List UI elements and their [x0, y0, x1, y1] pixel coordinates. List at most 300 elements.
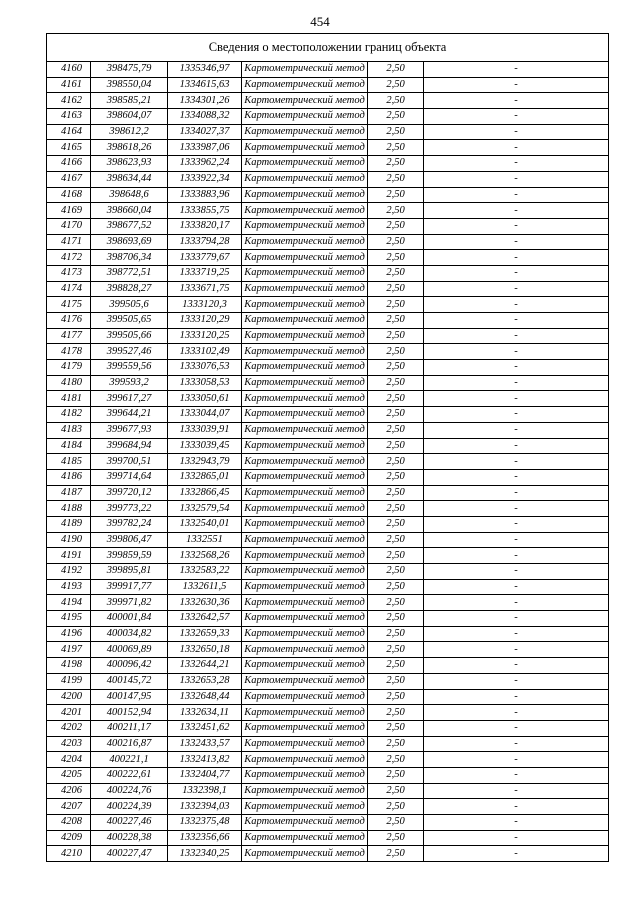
point-number-cell: 4194 [47, 595, 91, 611]
x-coordinate-cell: 399677,93 [91, 422, 168, 438]
point-number-cell: 4193 [47, 579, 91, 595]
accuracy-cell: 2,50 [368, 422, 424, 438]
table-row [47, 250, 609, 266]
x-coordinate-cell: 400227,47 [91, 846, 168, 862]
accuracy-cell: 2,50 [368, 501, 424, 517]
point-number-cell: 4180 [47, 375, 91, 391]
table-row [47, 501, 609, 517]
accuracy-cell: 2,50 [368, 140, 424, 156]
point-number-cell: 4171 [47, 234, 91, 250]
y-coordinate-cell: 1333719,25 [168, 265, 242, 281]
y-coordinate-cell: 1333922,34 [168, 171, 242, 187]
accuracy-cell: 2,50 [368, 77, 424, 93]
accuracy-cell: 2,50 [368, 203, 424, 219]
description-cell: - [424, 595, 609, 611]
table-row [47, 391, 609, 407]
accuracy-cell: 2,50 [368, 328, 424, 344]
point-number-cell: 4175 [47, 297, 91, 313]
method-cell: Картометрический метод [242, 626, 368, 642]
description-cell: - [424, 673, 609, 689]
accuracy-cell: 2,50 [368, 548, 424, 564]
method-cell: Картометрический метод [242, 579, 368, 595]
accuracy-cell: 2,50 [368, 736, 424, 752]
table-row [47, 516, 609, 532]
point-number-cell: 4177 [47, 328, 91, 344]
x-coordinate-cell: 399859,59 [91, 548, 168, 564]
y-coordinate-cell: 1333883,96 [168, 187, 242, 203]
description-cell: - [424, 156, 609, 172]
description-cell: - [424, 171, 609, 187]
x-coordinate-cell: 399971,82 [91, 595, 168, 611]
y-coordinate-cell: 1332375,48 [168, 815, 242, 831]
description-cell: - [424, 532, 609, 548]
table-row [47, 156, 609, 172]
point-number-cell: 4174 [47, 281, 91, 297]
point-number-cell: 4173 [47, 265, 91, 281]
point-number-cell: 4198 [47, 658, 91, 674]
description-cell: - [424, 297, 609, 313]
point-number-cell: 4163 [47, 109, 91, 125]
x-coordinate-cell: 399714,64 [91, 469, 168, 485]
point-number-cell: 4185 [47, 454, 91, 470]
table-row [47, 313, 609, 329]
accuracy-cell: 2,50 [368, 265, 424, 281]
point-number-cell: 4176 [47, 313, 91, 329]
accuracy-cell: 2,50 [368, 360, 424, 376]
y-coordinate-cell: 1332451,62 [168, 720, 242, 736]
description-cell: - [424, 516, 609, 532]
y-coordinate-cell: 1332340,25 [168, 846, 242, 862]
y-coordinate-cell: 1333076,53 [168, 360, 242, 376]
y-coordinate-cell: 1333120,29 [168, 313, 242, 329]
y-coordinate-cell: 1333962,24 [168, 156, 242, 172]
x-coordinate-cell: 398634,44 [91, 171, 168, 187]
method-cell: Картометрический метод [242, 516, 368, 532]
y-coordinate-cell: 1333820,17 [168, 218, 242, 234]
table-row [47, 736, 609, 752]
point-number-cell: 4191 [47, 548, 91, 564]
y-coordinate-cell: 1335346,97 [168, 62, 242, 78]
table-row [47, 438, 609, 454]
x-coordinate-cell: 398604,07 [91, 109, 168, 125]
method-cell: Картометрический метод [242, 532, 368, 548]
table-row [47, 830, 609, 846]
x-coordinate-cell: 399644,21 [91, 407, 168, 423]
point-number-cell: 4168 [47, 187, 91, 203]
y-coordinate-cell: 1332648,44 [168, 689, 242, 705]
point-number-cell: 4172 [47, 250, 91, 266]
y-coordinate-cell: 1332394,03 [168, 799, 242, 815]
x-coordinate-cell: 398648,6 [91, 187, 168, 203]
table-row [47, 203, 609, 219]
table-row [47, 297, 609, 313]
method-cell: Картометрический метод [242, 156, 368, 172]
point-number-cell: 4189 [47, 516, 91, 532]
description-cell: - [424, 720, 609, 736]
x-coordinate-cell: 400152,94 [91, 705, 168, 721]
description-cell: - [424, 799, 609, 815]
x-coordinate-cell: 400147,95 [91, 689, 168, 705]
description-cell: - [424, 767, 609, 783]
table-row [47, 77, 609, 93]
x-coordinate-cell: 398585,21 [91, 93, 168, 109]
method-cell: Картометрический метод [242, 77, 368, 93]
table-row [47, 846, 609, 862]
accuracy-cell: 2,50 [368, 297, 424, 313]
method-cell: Картометрический метод [242, 281, 368, 297]
point-number-cell: 4204 [47, 752, 91, 768]
table-row [47, 469, 609, 485]
description-cell: - [424, 752, 609, 768]
description-cell: - [424, 658, 609, 674]
method-cell: Картометрический метод [242, 265, 368, 281]
table-row [47, 548, 609, 564]
point-number-cell: 4190 [47, 532, 91, 548]
point-number-cell: 4165 [47, 140, 91, 156]
method-cell: Картометрический метод [242, 548, 368, 564]
accuracy-cell: 2,50 [368, 187, 424, 203]
point-number-cell: 4203 [47, 736, 91, 752]
point-number-cell: 4208 [47, 815, 91, 831]
method-cell: Картометрический метод [242, 501, 368, 517]
x-coordinate-cell: 399593,2 [91, 375, 168, 391]
table-row [47, 124, 609, 140]
point-number-cell: 4182 [47, 407, 91, 423]
description-cell: - [424, 689, 609, 705]
method-cell: Картометрический метод [242, 62, 368, 78]
description-cell: - [424, 579, 609, 595]
y-coordinate-cell: 1334615,63 [168, 77, 242, 93]
x-coordinate-cell: 398618,26 [91, 140, 168, 156]
table-row [47, 281, 609, 297]
table-row [47, 720, 609, 736]
method-cell: Картометрический метод [242, 485, 368, 501]
method-cell: Картометрический метод [242, 234, 368, 250]
method-cell: Картометрический метод [242, 140, 368, 156]
description-cell: - [424, 407, 609, 423]
description-cell: - [424, 313, 609, 329]
accuracy-cell: 2,50 [368, 783, 424, 799]
description-cell: - [424, 548, 609, 564]
accuracy-cell: 2,50 [368, 595, 424, 611]
x-coordinate-cell: 399806,47 [91, 532, 168, 548]
accuracy-cell: 2,50 [368, 767, 424, 783]
x-coordinate-cell: 398612,2 [91, 124, 168, 140]
point-number-cell: 4162 [47, 93, 91, 109]
method-cell: Картометрический метод [242, 218, 368, 234]
accuracy-cell: 2,50 [368, 705, 424, 721]
y-coordinate-cell: 1332644,21 [168, 658, 242, 674]
point-number-cell: 4205 [47, 767, 91, 783]
method-cell: Картометрический метод [242, 752, 368, 768]
y-coordinate-cell: 1332356,66 [168, 830, 242, 846]
accuracy-cell: 2,50 [368, 438, 424, 454]
method-cell: Картометрический метод [242, 611, 368, 627]
table-row [47, 407, 609, 423]
description-cell: - [424, 124, 609, 140]
table-row [47, 485, 609, 501]
page-number: 454 [310, 14, 330, 29]
table-row [47, 595, 609, 611]
accuracy-cell: 2,50 [368, 281, 424, 297]
accuracy-cell: 2,50 [368, 485, 424, 501]
x-coordinate-cell: 398677,52 [91, 218, 168, 234]
table-row [47, 171, 609, 187]
point-number-cell: 4160 [47, 62, 91, 78]
y-coordinate-cell: 1332653,28 [168, 673, 242, 689]
accuracy-cell: 2,50 [368, 124, 424, 140]
description-cell: - [424, 611, 609, 627]
accuracy-cell: 2,50 [368, 673, 424, 689]
accuracy-cell: 2,50 [368, 250, 424, 266]
x-coordinate-cell: 399505,65 [91, 313, 168, 329]
table-row [47, 579, 609, 595]
x-coordinate-cell: 400211,17 [91, 720, 168, 736]
point-number-cell: 4202 [47, 720, 91, 736]
description-cell: - [424, 830, 609, 846]
table-row [47, 375, 609, 391]
table-row [47, 767, 609, 783]
description-cell: - [424, 265, 609, 281]
description-cell: - [424, 93, 609, 109]
method-cell: Картометрический метод [242, 720, 368, 736]
method-cell: Картометрический метод [242, 815, 368, 831]
description-cell: - [424, 234, 609, 250]
x-coordinate-cell: 398772,51 [91, 265, 168, 281]
y-coordinate-cell: 1332551 [168, 532, 242, 548]
table-row [47, 265, 609, 281]
description-cell: - [424, 626, 609, 642]
y-coordinate-cell: 1332568,26 [168, 548, 242, 564]
point-number-cell: 4195 [47, 611, 91, 627]
method-cell: Картометрический метод [242, 93, 368, 109]
x-coordinate-cell: 400227,46 [91, 815, 168, 831]
table-row [47, 344, 609, 360]
x-coordinate-cell: 400224,39 [91, 799, 168, 815]
y-coordinate-cell: 1332433,57 [168, 736, 242, 752]
accuracy-cell: 2,50 [368, 752, 424, 768]
point-number-cell: 4187 [47, 485, 91, 501]
y-coordinate-cell: 1333855,75 [168, 203, 242, 219]
description-cell: - [424, 109, 609, 125]
x-coordinate-cell: 399559,56 [91, 360, 168, 376]
table-row [47, 673, 609, 689]
point-number-cell: 4181 [47, 391, 91, 407]
table-row [47, 187, 609, 203]
x-coordinate-cell: 399700,51 [91, 454, 168, 470]
table-row [47, 564, 609, 580]
point-number-cell: 4178 [47, 344, 91, 360]
method-cell: Картометрический метод [242, 297, 368, 313]
x-coordinate-cell: 400224,76 [91, 783, 168, 799]
table-row [47, 658, 609, 674]
accuracy-cell: 2,50 [368, 642, 424, 658]
y-coordinate-cell: 1332540,01 [168, 516, 242, 532]
description-cell: - [424, 344, 609, 360]
accuracy-cell: 2,50 [368, 344, 424, 360]
point-number-cell: 4201 [47, 705, 91, 721]
method-cell: Картометрический метод [242, 736, 368, 752]
point-number-cell: 4184 [47, 438, 91, 454]
y-coordinate-cell: 1333058,53 [168, 375, 242, 391]
table-body [47, 62, 609, 862]
y-coordinate-cell: 1333120,3 [168, 297, 242, 313]
method-cell: Картометрический метод [242, 250, 368, 266]
x-coordinate-cell: 399773,22 [91, 501, 168, 517]
boundary-coordinates-table [46, 33, 609, 862]
method-cell: Картометрический метод [242, 689, 368, 705]
table-row [47, 454, 609, 470]
description-cell: - [424, 438, 609, 454]
y-coordinate-cell: 1332630,36 [168, 595, 242, 611]
method-cell: Картометрический метод [242, 407, 368, 423]
accuracy-cell: 2,50 [368, 626, 424, 642]
method-cell: Картометрический метод [242, 830, 368, 846]
method-cell: Картометрический метод [242, 313, 368, 329]
y-coordinate-cell: 1334088,32 [168, 109, 242, 125]
accuracy-cell: 2,50 [368, 375, 424, 391]
x-coordinate-cell: 398828,27 [91, 281, 168, 297]
method-cell: Картометрический метод [242, 783, 368, 799]
point-number-cell: 4186 [47, 469, 91, 485]
description-cell: - [424, 736, 609, 752]
y-coordinate-cell: 1333044,07 [168, 407, 242, 423]
method-cell: Картометрический метод [242, 360, 368, 376]
accuracy-cell: 2,50 [368, 218, 424, 234]
y-coordinate-cell: 1332943,79 [168, 454, 242, 470]
table-row [47, 218, 609, 234]
method-cell: Картометрический метод [242, 658, 368, 674]
x-coordinate-cell: 398693,69 [91, 234, 168, 250]
accuracy-cell: 2,50 [368, 564, 424, 580]
y-coordinate-cell: 1333779,67 [168, 250, 242, 266]
point-number-cell: 4209 [47, 830, 91, 846]
y-coordinate-cell: 1333987,06 [168, 140, 242, 156]
x-coordinate-cell: 400001,84 [91, 611, 168, 627]
x-coordinate-cell: 400034,82 [91, 626, 168, 642]
table-row [47, 799, 609, 815]
method-cell: Картометрический метод [242, 595, 368, 611]
table-title: Сведения о местоположении границ объекта [47, 34, 609, 62]
method-cell: Картометрический метод [242, 846, 368, 862]
y-coordinate-cell: 1332865,01 [168, 469, 242, 485]
table-row [47, 626, 609, 642]
point-number-cell: 4161 [47, 77, 91, 93]
method-cell: Картометрический метод [242, 344, 368, 360]
y-coordinate-cell: 1332611,5 [168, 579, 242, 595]
accuracy-cell: 2,50 [368, 579, 424, 595]
x-coordinate-cell: 398660,04 [91, 203, 168, 219]
y-coordinate-cell: 1332404,77 [168, 767, 242, 783]
y-coordinate-cell: 1332659,33 [168, 626, 242, 642]
x-coordinate-cell: 398706,34 [91, 250, 168, 266]
method-cell: Картометрический метод [242, 124, 368, 140]
description-cell: - [424, 705, 609, 721]
accuracy-cell: 2,50 [368, 62, 424, 78]
method-cell: Картометрический метод [242, 109, 368, 125]
table-row [47, 328, 609, 344]
method-cell: Картометрический метод [242, 705, 368, 721]
point-number-cell: 4169 [47, 203, 91, 219]
description-cell: - [424, 391, 609, 407]
accuracy-cell: 2,50 [368, 469, 424, 485]
method-cell: Картометрический метод [242, 171, 368, 187]
y-coordinate-cell: 1332866,45 [168, 485, 242, 501]
point-number-cell: 4210 [47, 846, 91, 862]
description-cell: - [424, 422, 609, 438]
description-cell: - [424, 454, 609, 470]
point-number-cell: 4183 [47, 422, 91, 438]
x-coordinate-cell: 399895,81 [91, 564, 168, 580]
accuracy-cell: 2,50 [368, 846, 424, 862]
x-coordinate-cell: 398623,93 [91, 156, 168, 172]
y-coordinate-cell: 1333039,45 [168, 438, 242, 454]
y-coordinate-cell: 1333050,61 [168, 391, 242, 407]
table-row [47, 642, 609, 658]
description-cell: - [424, 642, 609, 658]
y-coordinate-cell: 1334027,37 [168, 124, 242, 140]
description-cell: - [424, 501, 609, 517]
method-cell: Картометрический метод [242, 438, 368, 454]
description-cell: - [424, 328, 609, 344]
description-cell: - [424, 250, 609, 266]
accuracy-cell: 2,50 [368, 407, 424, 423]
y-coordinate-cell: 1332650,18 [168, 642, 242, 658]
accuracy-cell: 2,50 [368, 156, 424, 172]
description-cell: - [424, 846, 609, 862]
description-cell: - [424, 485, 609, 501]
accuracy-cell: 2,50 [368, 391, 424, 407]
method-cell: Картометрический метод [242, 767, 368, 783]
point-number-cell: 4207 [47, 799, 91, 815]
table-row [47, 140, 609, 156]
y-coordinate-cell: 1333794,28 [168, 234, 242, 250]
accuracy-cell: 2,50 [368, 799, 424, 815]
table-row [47, 611, 609, 627]
y-coordinate-cell: 1333120,25 [168, 328, 242, 344]
description-cell: - [424, 375, 609, 391]
method-cell: Картометрический метод [242, 375, 368, 391]
x-coordinate-cell: 399505,66 [91, 328, 168, 344]
x-coordinate-cell: 400069,89 [91, 642, 168, 658]
description-cell: - [424, 783, 609, 799]
accuracy-cell: 2,50 [368, 93, 424, 109]
description-cell: - [424, 187, 609, 203]
table-row [47, 109, 609, 125]
y-coordinate-cell: 1332634,11 [168, 705, 242, 721]
x-coordinate-cell: 400221,1 [91, 752, 168, 768]
x-coordinate-cell: 399684,94 [91, 438, 168, 454]
table-row [47, 752, 609, 768]
accuracy-cell: 2,50 [368, 109, 424, 125]
y-coordinate-cell: 1332583,22 [168, 564, 242, 580]
method-cell: Картометрический метод [242, 454, 368, 470]
accuracy-cell: 2,50 [368, 234, 424, 250]
x-coordinate-cell: 399617,27 [91, 391, 168, 407]
method-cell: Картометрический метод [242, 328, 368, 344]
x-coordinate-cell: 399505,6 [91, 297, 168, 313]
description-cell: - [424, 281, 609, 297]
point-number-cell: 4188 [47, 501, 91, 517]
table-row [47, 62, 609, 78]
description-cell: - [424, 360, 609, 376]
table-row [47, 689, 609, 705]
y-coordinate-cell: 1332413,82 [168, 752, 242, 768]
method-cell: Картометрический метод [242, 799, 368, 815]
description-cell: - [424, 203, 609, 219]
accuracy-cell: 2,50 [368, 720, 424, 736]
y-coordinate-cell: 1334301,26 [168, 93, 242, 109]
